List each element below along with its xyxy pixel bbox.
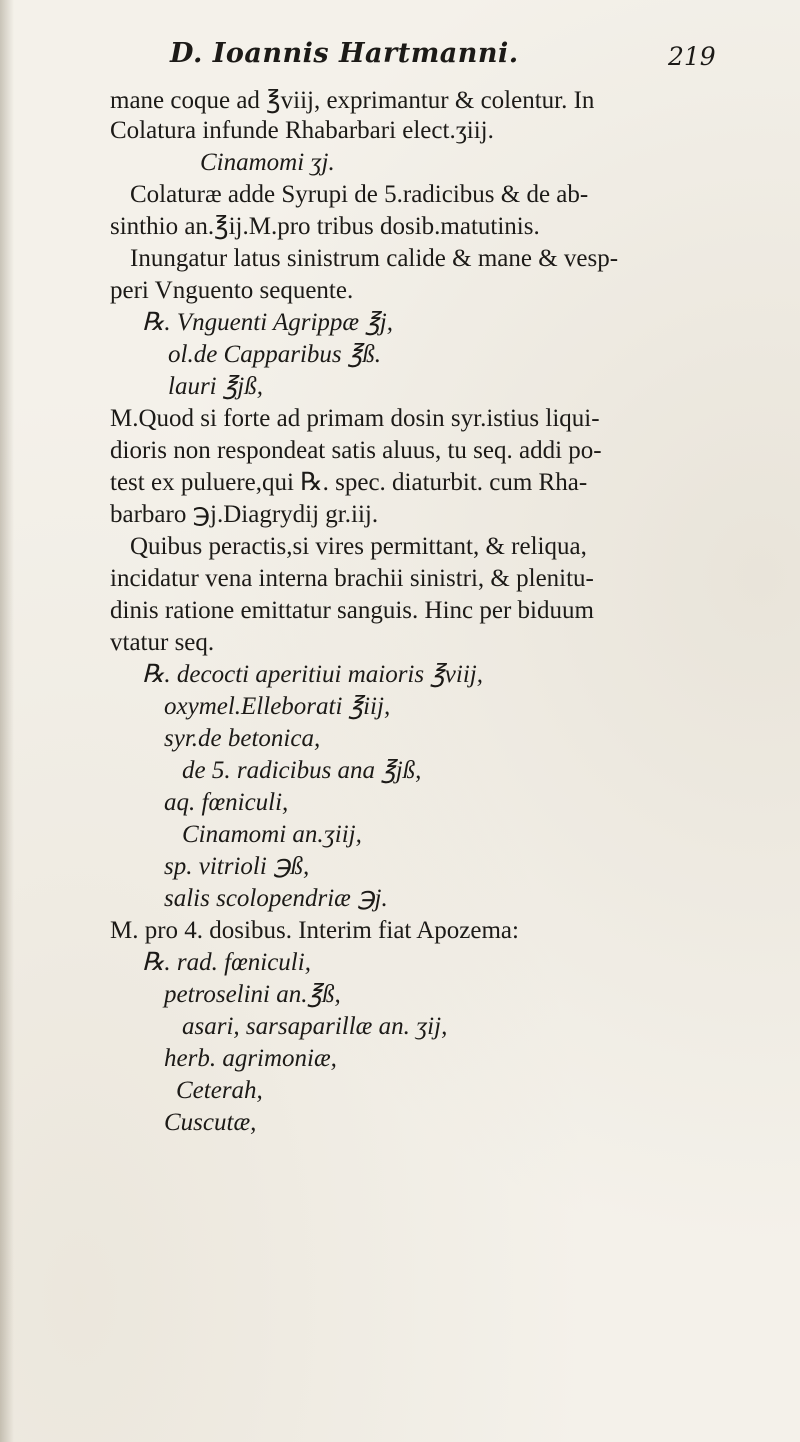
text-line: M.Quod si forte ad primam dosin syr.istius liqui- [110,405,600,432]
author-heading: D. Ioannis Hartmanni. [170,38,519,69]
text-line: sinthio an.℥ij.M.pro tribus dosib.matutinis. [110,213,540,240]
text-line: test ex puluere,qui ℞. spec. diaturbit. cum Rha- [110,469,588,496]
text-line: sp. vitrioli ℈ß, [164,853,310,880]
text-line: dioris non respondeat satis aluus, tu seq. addi po- [110,437,602,464]
text-line: herb. agrimoniæ, [164,1045,337,1072]
text-line: ℞. decocti aperitiui maioris ℥viij, [142,661,483,688]
text-line: syr.de betonica, [164,725,321,752]
text-line: lauri ℥jß, [168,373,264,400]
text-line: vtatur seq. [110,629,215,656]
text-line: ol.de Capparibus ℥ß. [168,341,382,368]
text-line: Colatura infunde Rhabarbari elect.ʒiij. [110,117,494,144]
text-line: dinis ratione emittatur sanguis. Hinc per biduum [110,597,594,624]
page-number: 219 [668,42,716,71]
text-line: barbaro ℈j.Diagrydij gr.iij. [110,501,379,528]
text-line: Colaturæ adde Syrupi de 5.radicibus & de ab- [130,181,589,208]
text-line: Inungatur latus sinistrum calide & mane & vesp- [130,245,619,272]
text-line: M. pro 4. dosibus. Interim fiat Apozema: [110,917,519,944]
running-header [0,38,800,78]
text-line: ℞. Vnguenti Agrippæ ℥j, [142,309,393,336]
text-line: ℞. rad. fœniculi, [142,949,311,976]
text-line: Cuscutæ, [164,1109,257,1136]
text-line: petroselini an.℥ß, [164,981,341,1008]
text-line: aq. fœniculi, [164,789,289,816]
text-line: Cinamomi an.ʒiij, [182,821,362,848]
spine-shadow [0,0,14,1442]
text-line: salis scolopendriæ ℈j. [164,885,388,912]
text-line: Ceterah, [176,1077,263,1104]
text-line: Quibus peractis,si vires permittant, & reliqua, [130,533,587,560]
text-line: oxymel.Elleborati ℥iij, [164,693,391,720]
text-line: peri Vnguento sequente. [110,277,354,304]
text-line: de 5. radicibus ana ℥jß, [182,757,422,784]
text-line: mane coque ad ℥viij, exprimantur & colentur. In [110,87,595,114]
text-line: Cinamomi ʒj. [200,149,335,176]
text-line: asari, sarsaparillæ an. ʒij, [182,1013,448,1040]
text-line: incidatur vena interna brachii sinistri, & plenitu- [110,565,594,592]
